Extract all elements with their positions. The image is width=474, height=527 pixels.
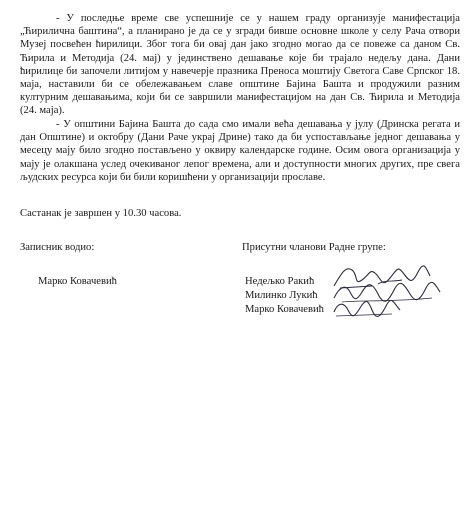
member-name-3: Марко Ковачевић <box>245 304 324 315</box>
present-members-label: Присутни чланови Радне групе: <box>242 242 386 253</box>
recorder-label: Записник водио: <box>20 242 95 253</box>
member-name-2: Милинко Лукић <box>245 290 318 301</box>
member-name-1: Недељко Ракић <box>245 276 315 287</box>
recorder-name: Марко Ковачевић <box>38 276 117 287</box>
signature-3 <box>332 298 402 320</box>
meeting-end-note: Састанак је завршен у 10.30 часова. <box>20 208 182 219</box>
paragraph-cyrillic-heritage: - У последње време све успешније се у нашем граду организује манифестација „Ћирилична баштина“, а планирано је да се у згради бивше основне школе у селу Рача отвори Музеј посвећен ћирилици. Због тога би овај дан јако згодно могао да се повеже са даном Св. Ћирила и Методија (24. мај) у јединствено дешавање које би трајало недељу дана. Дани ћирилице би започели литијом у навечерје празника Преноса моштију Светога Саве Српског 18. маја, наставили би се обележавањем славе општине Бајина Башта и продужили разним културним дешавањима, који би се завршили манифестацијом на дан Св. Ћирила и Методија (24. маја). <box>20 13 460 117</box>
paragraph-event-calendar: - У општини Бајина Башта до сада смо имали већа дешавања у јулу (Дринска регата и дан Општине) и октобру (Дани Раче украј Дрине) тако да би успостављање једног дешавања у месецу мају било згодно постављено у оквиру календарске године. Осим овога организација у мају је олакшана услед очекиваног лепог времена, али и доступности многих других, пре свега људских ресурса који би били коришћени у организацији прославе. <box>20 119 460 183</box>
